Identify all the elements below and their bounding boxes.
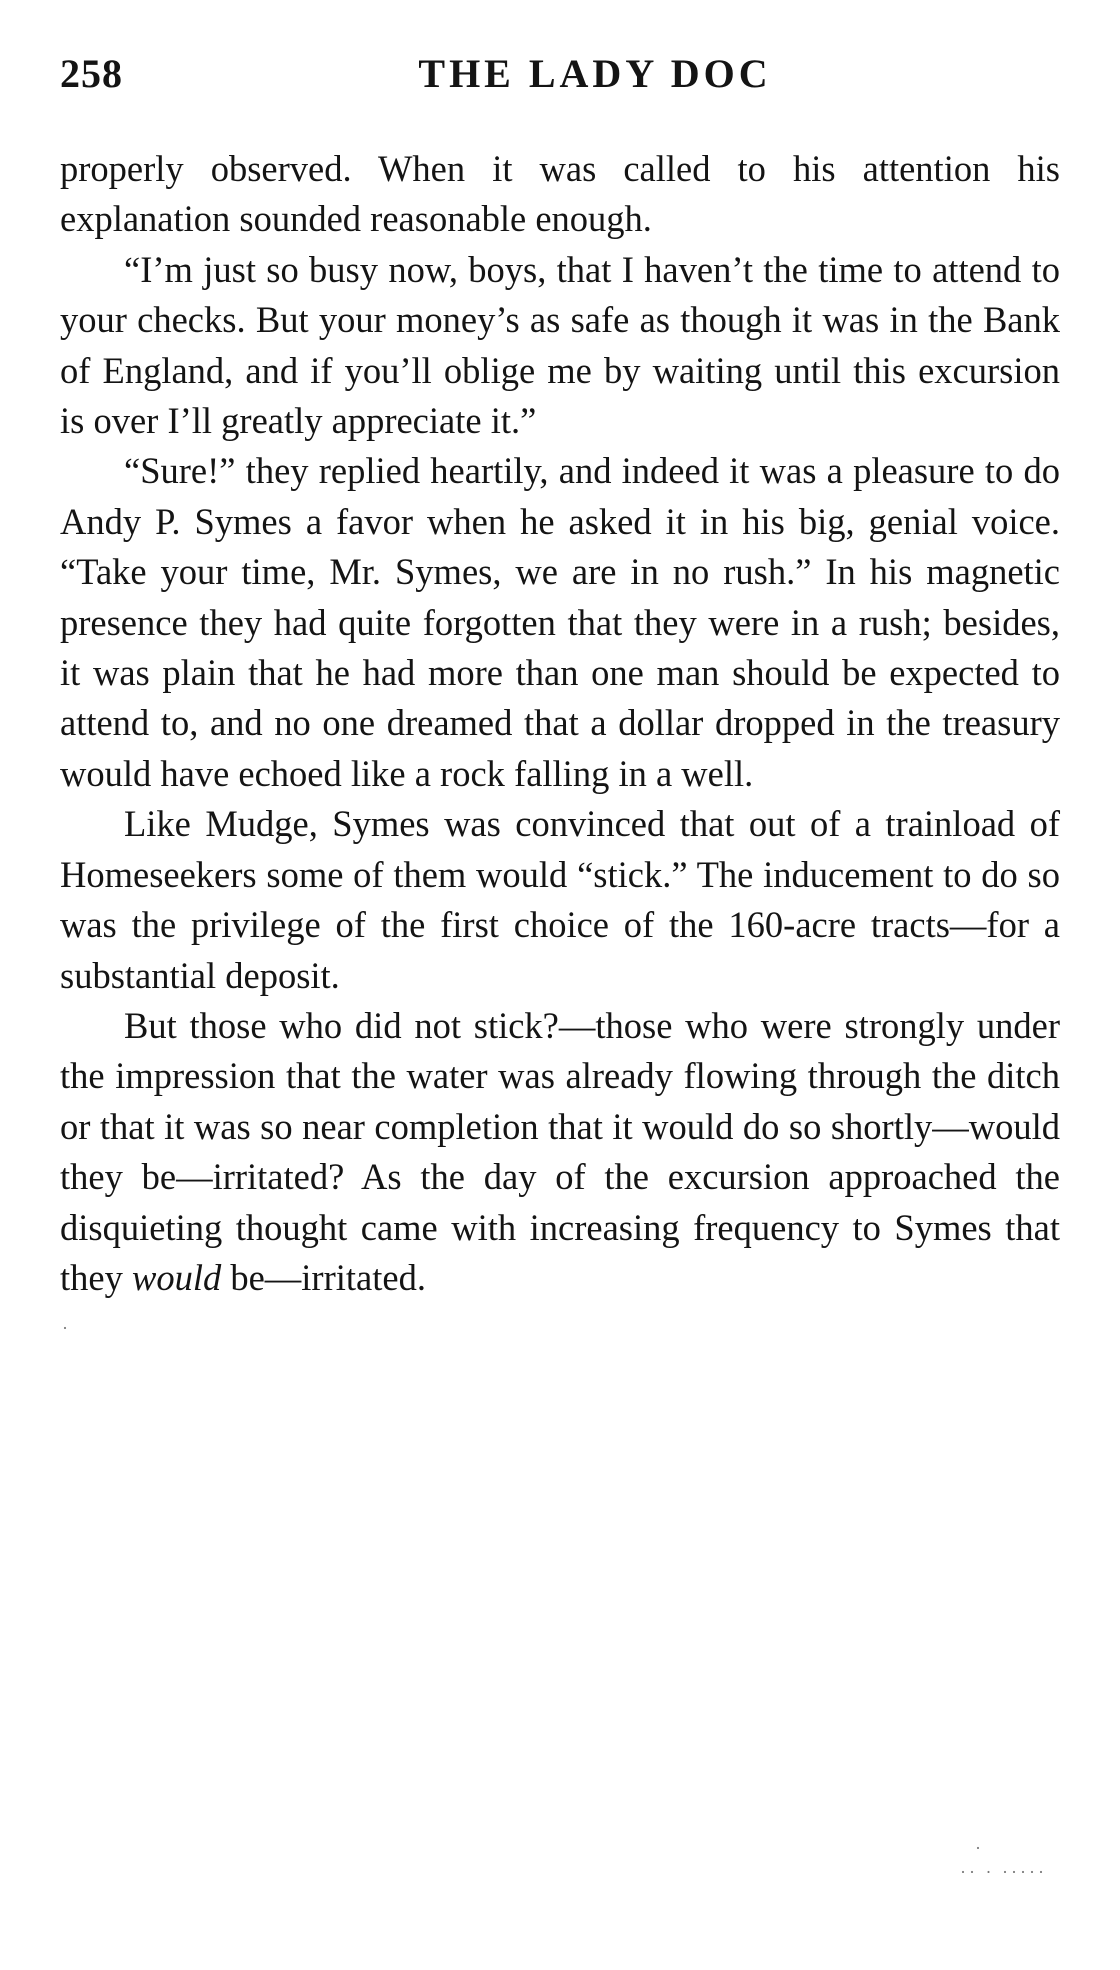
paragraph-2: “I’m just so busy now, boys, that I haven’t the time to attend to your checks. But your money’s as safe as though it was in the Bank of England, and if you’ll oblige me by waiting until this excursion is over I’ll greatly appreciate it.” bbox=[60, 248, 1060, 442]
emphasis-would: would bbox=[131, 1256, 222, 1298]
paragraph-5: But those who did not stick?—those who were strongly under the impression that the water was already flowing through the ditch or that it was so near completion that it would do so shortly—would they be—irritated? As the day of the excursion approached the disquieting thought came with increasing frequency to Symes that they would be—irritated. bbox=[60, 1004, 1060, 1298]
paragraph-1: properly observed. When it was called to his attention his explanation sounded reasonable enough. bbox=[60, 148, 1060, 240]
paragraph-4: Like Mudge, Symes was convinced that out of a trainload of Homeseekers some of them would “stick.” The inducement to do so was the privilege of the first choice of the 160-acre tracts—for a substantial deposit. bbox=[60, 803, 1060, 996]
running-title: THE LADY DOC bbox=[418, 51, 772, 96]
running-head bbox=[60, 50, 1060, 110]
scan-speck: ·· · ····· bbox=[960, 1862, 1047, 1882]
body-text bbox=[60, 144, 1060, 1303]
page-number: 258 bbox=[60, 51, 123, 96]
scan-speck: · bbox=[62, 1318, 68, 1338]
paragraph-3: “Sure!” they replied heartily, and indeed it was a pleasure to do Andy P. Symes a favor when he asked it in his big, genial voice. “Take your time, Mr. Symes, we are in no rush.” In his magnetic presence they had quite forgotten that they were in a rush; besides, it was plain that he had more than one man should be expected to attend to, and no one dreamed that a dollar dropped in the treasury would have echoed like a rock falling in a well. bbox=[60, 450, 1060, 794]
scan-speck: · bbox=[975, 1838, 981, 1858]
